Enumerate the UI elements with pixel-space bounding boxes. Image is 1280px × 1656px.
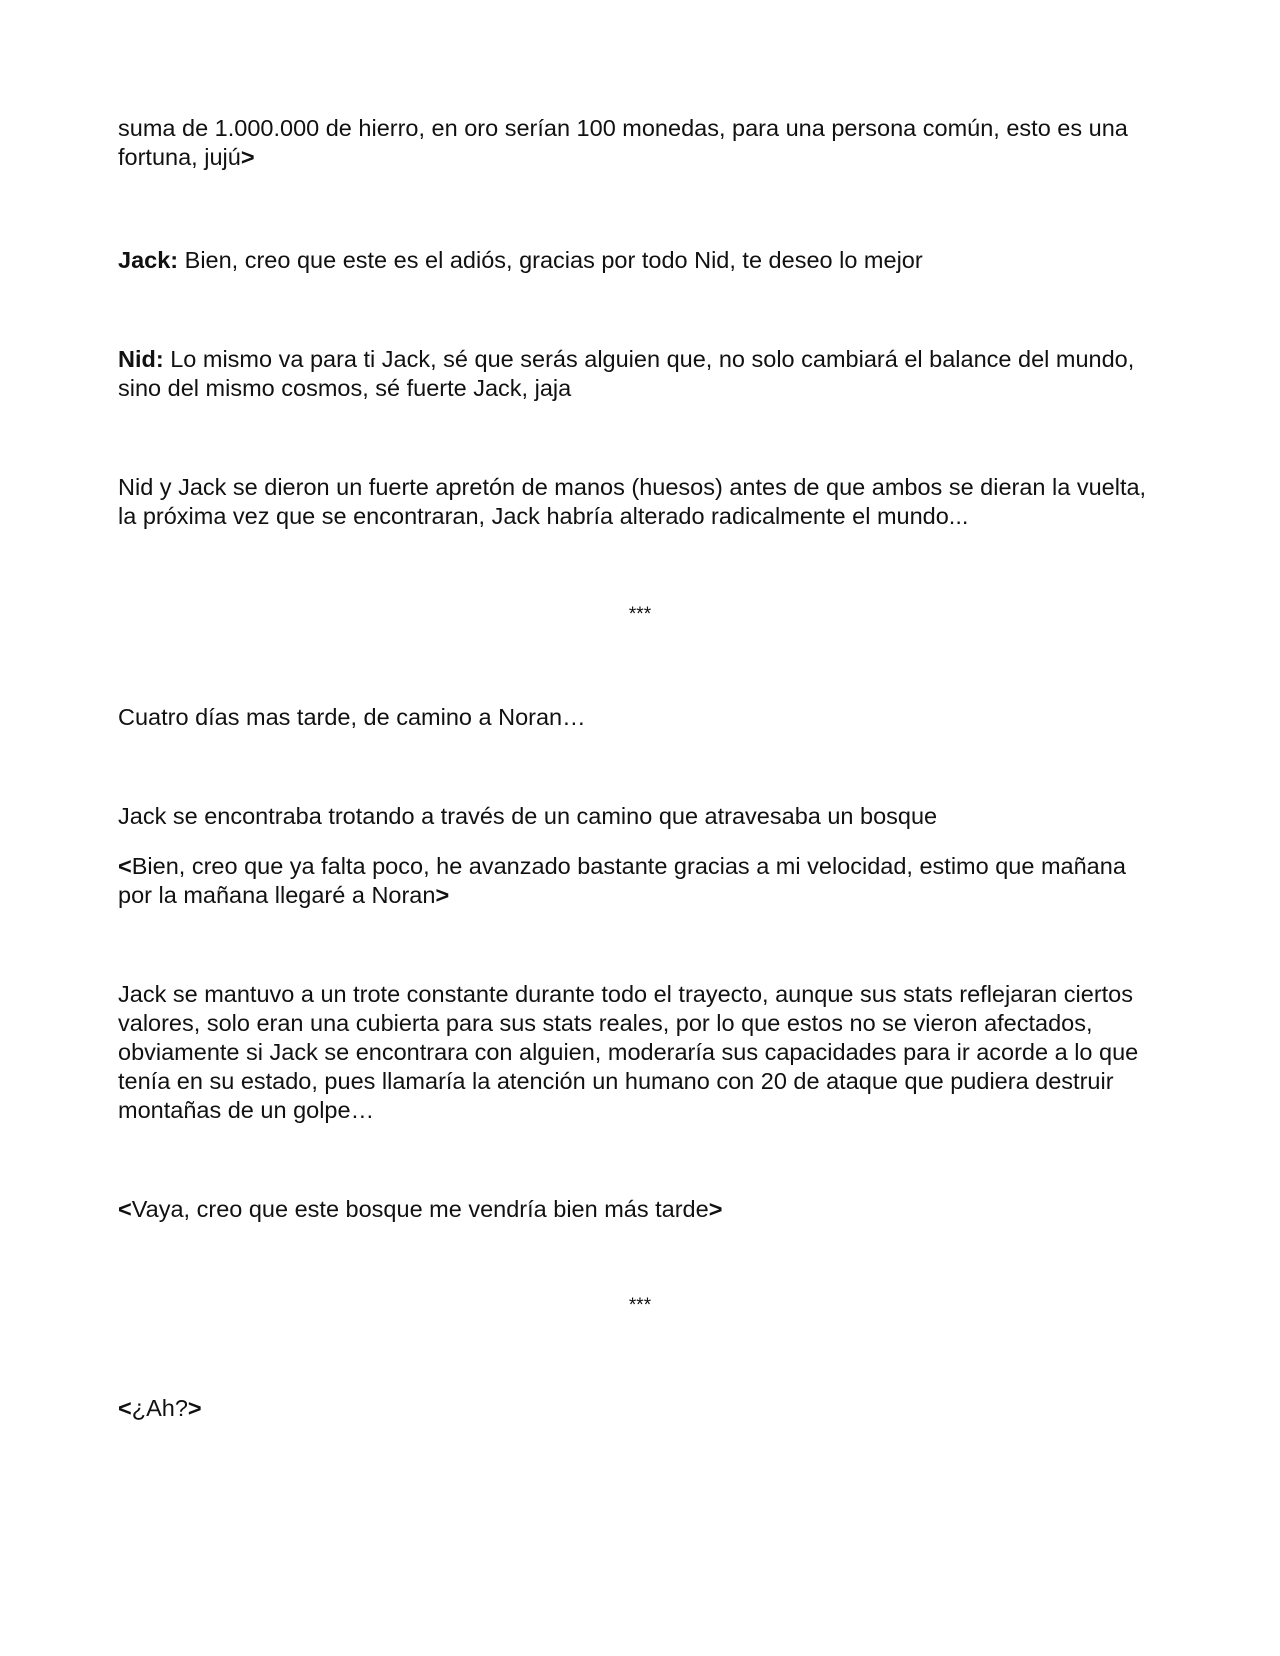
dialogue-text: Lo mismo va para ti Jack, sé que serás alguien que, no solo cambiará el balance del mundo, sino del mismo cosmos, sé fuerte Jack, jaja [118,346,1135,401]
paragraph-text: Jack se mantuvo a un trote constante durante todo el trayecto, aunque sus stats reflejaran ciertos valores, solo eran una cubierta para sus stats reales, por lo que estos no se vieron afectados, obviamente si Jack se encontrara con alguien, moderaría sus capacidades para ir acorde a lo que tenía en su estado, pues llamaría la atención un humano con 20 de ataque que pudiera destruir montañas de un golpe… [118,981,1139,1123]
paragraph-stats [118,980,1158,1125]
thought-close-mark: > [240,144,255,170]
paragraph-handshake [118,473,1158,531]
thought-close-mark: > [187,1395,202,1421]
thought-close-mark: > [435,882,450,908]
thought-close-mark: > [708,1196,723,1222]
speaker-name: Jack: [118,247,179,273]
dialogue-text: Bien, creo que este es el adiós, gracias por todo Nid, te deseo lo mejor [178,247,923,273]
thought-open-mark: < [118,1196,132,1222]
thought-text: Vaya, creo que este bosque me vendría bien más tarde [131,1196,709,1222]
paragraph-text: suma de 1.000.000 de hierro, en oro serían 100 monedas, para una persona común, esto es una fortuna, jujú [118,115,1128,170]
thought-text: ¿Ah? [131,1395,188,1421]
scene-break: *** [628,1295,652,1316]
thought-open-mark: < [118,1395,132,1421]
dialogue-nid [118,345,1158,403]
speaker-name: Nid: [118,346,164,372]
paragraph-text: Cuatro días mas tarde, de camino a Noran… [118,704,586,730]
thought-forest [118,1195,1158,1224]
paragraph-text: Nid y Jack se dieron un fuerte apretón de manos (huesos) antes de que ambos se dieran la vuelta, la próxima vez que se encontraran, Jack habría alterado radicalmente el mundo... [118,474,1147,529]
scene-break: *** [628,604,652,625]
paragraph-jogging [118,802,1158,831]
thought-text: Bien, creo que ya falta poco, he avanzado bastante gracias a mi velocidad, estimo que mañana por la mañana llegaré a Noran [118,853,1126,908]
thought-velocity [118,852,1158,910]
thought-ah [118,1394,1158,1423]
thought-open-mark: < [118,853,132,879]
dialogue-jack [118,246,1158,275]
paragraph-fortune [118,114,1158,172]
paragraph-text: Jack se encontraba trotando a través de un camino que atravesaba un bosque [118,803,938,829]
paragraph-four-days [118,703,1158,732]
